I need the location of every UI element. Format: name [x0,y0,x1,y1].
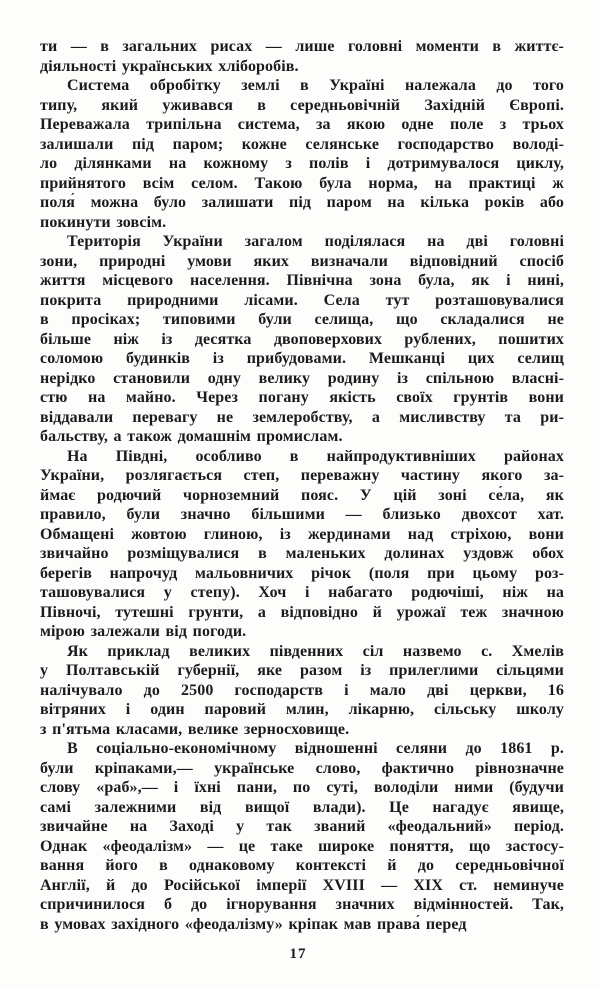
text-line: налічувало до 2500 господарств і мало дві церкви, 16 [40,681,564,699]
paragraph [40,739,564,934]
text-line: Однак «феодалізм» — це таке широке поняття, що застосу- [40,837,564,855]
page-number: 17 [289,946,307,962]
text-line: більше ніж із десятка двоповерхових рублених, пошитих [40,330,564,348]
text-line: діяльності українських хліборобів. [40,57,299,75]
text-line: покрита природними лісами. Села тут розташовувалися [40,291,564,309]
paragraph [40,642,564,740]
text-line: ло ділянками на кожному з полів і дотримувалося циклу, [40,155,564,172]
text-line: мірою залежали від погоди. [40,623,247,640]
text-line: зони, природні умови яких визначали відповідний спосіб [40,252,564,270]
text-line: ти — в загальних рисах — лише головні моменти в життє- [40,38,564,55]
text-line: в просіках; типовими були селища, що складалися не [40,311,564,328]
text-line: Територія України загалом поділялася на дві головні [67,233,564,250]
text-line: Система обробітку землі в Україні належала до того [67,77,564,94]
text-line: вітряних і один паровий млин, лікарню, сільську школу [40,701,564,718]
text-line: прийнятого всім селом. Такою була норма, на практиці ж [40,174,564,192]
text-block [40,37,564,934]
text-line: типу, який уживався в середньовічній Західній Європі. [40,96,564,114]
paragraph [40,232,564,447]
text-line: в умовах західного «феодалізму» кріпак мав права́ перед [40,915,467,933]
text-line: слову «раб»,— і їхні пани, по суті, володіли ними (будучи [40,779,564,796]
paragraph [40,76,564,232]
text-line: поля́ можна було залишати під паром на кілька років або [40,194,564,211]
text-line: Як приклад великих південних сіл назвемо с. Хмелів [67,642,564,660]
paragraph [40,447,564,642]
text-line: стю на майно. Через погану якість своїх грунтів вони [40,389,564,406]
text-line: соломою будинків із прибудовами. Мешканці цих селищ [40,350,564,367]
text-line: В соціально-економічному відношенні селяни до 1861 р. [67,740,564,757]
text-line: життя місцевого населення. Північна зона була, як і нині, [40,272,564,289]
text-line: самі залежними від вищої влади). Це нагадує явище, [40,798,564,816]
text-line: спричинилося б до ігнорування значних відмінностей. Так, [40,896,564,913]
text-line: були кріпаками,— українське слово, фактично рівнозначне [40,759,564,777]
text-line: звичайно розміщувалися в маленьких долинах уздовж обох [40,545,564,562]
text-line: На Півдні, особливо в найпродуктивніших районах [67,447,564,465]
text-line: Півночі, тутешні грунти, а відповідно й урожаї теж значною [40,603,564,621]
text-line: Переважала трипільна система, за якою одне поле з трьох [40,116,564,133]
text-line: правило, були значно більшими — близько двохсот хат. [40,506,564,523]
text-line: звичайне на Заході у так званий «феодальний» період. [40,818,564,835]
text-line: з п'ятьма класами, велике зерносховище. [40,720,350,738]
text-line: України, розлягається степ, переважну частину якого за- [40,467,564,484]
text-line: залишали під паром; кожне селянське господарство володі- [40,135,564,153]
paragraph [40,37,564,76]
text-line: бальству, а також домашнім промислам. [40,428,343,445]
text-line: нерідко становили одну велику родину із спільною власні- [40,369,564,387]
text-line: ташовувалися у степу). Хоч і набагато родючіші, ніж на [40,584,564,601]
text-line: Обмащені жовтою глиною, із жердинами над стріхою, вони [40,525,564,543]
text-line: Англії, й до Російської імперії XVIII — XIX ст. неминуче [40,876,564,894]
text-line: вання його в однаковому контексті й до середньовічної [40,857,564,874]
text-line: ймає родючий чорноземний пояс. У цій зоні се́ла, як [40,486,564,504]
text-line: віддавали перевагу не землеробству, а мисливству та ри- [40,408,564,426]
text-line: берегів напрочуд мальовничих річок (поля при цьому роз- [40,564,564,582]
text-line: у Полтавській губернії, яке разом із прилеглими сільцями [40,662,564,679]
text-line: покинути зовсім. [40,213,167,231]
